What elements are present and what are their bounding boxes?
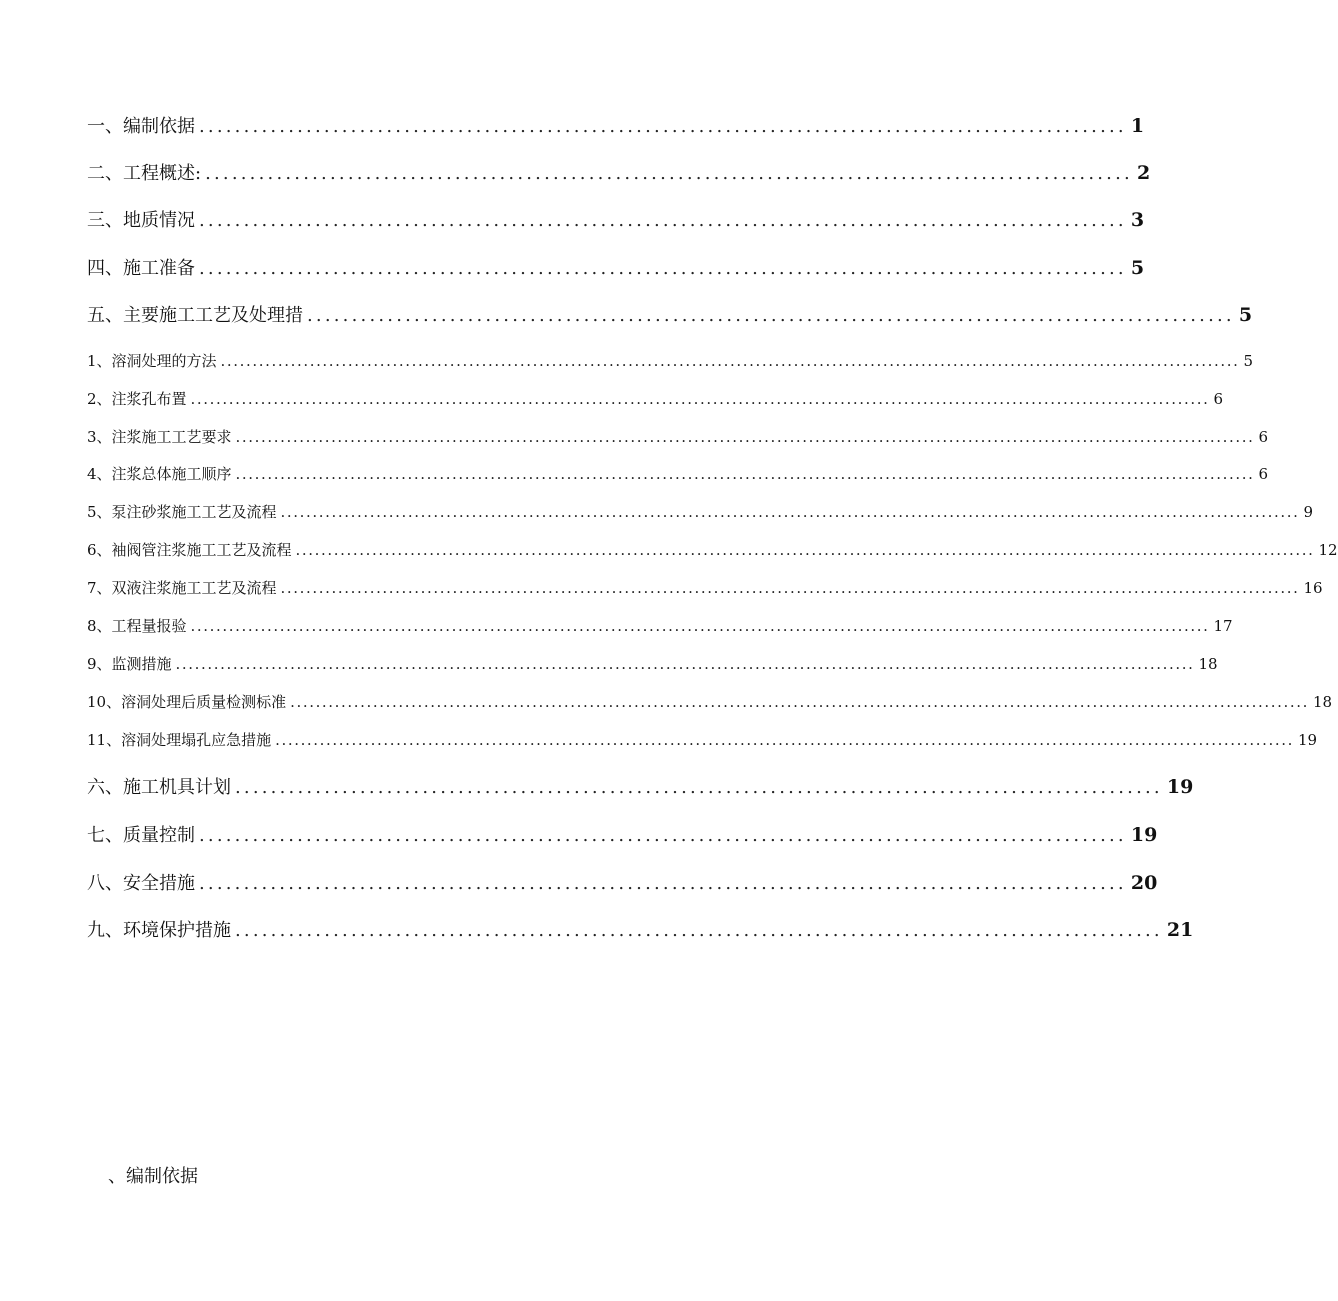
toc-entry[interactable]	[87, 539, 1338, 560]
toc-entry[interactable]	[87, 653, 1218, 674]
toc-leader-dots: ................................................................................................................................................................	[275, 731, 1294, 749]
toc-entry-page: 2	[1136, 162, 1151, 184]
toc-leader-dots: ........................................................................................................	[205, 163, 1133, 184]
toc-entry-page: 19	[1130, 824, 1158, 846]
toc-entry-title: 八、安全措施	[87, 873, 195, 894]
toc-leader-dots: ................................................................................................................................................................	[280, 579, 1300, 597]
toc-entry[interactable]	[87, 301, 1253, 327]
toc-leader-dots: ................................................................................................................................................................	[190, 617, 1210, 635]
toc-entry-title: 2、注浆孔布置	[87, 390, 187, 408]
toc-leader-dots: ................................................................................................................................................................	[235, 428, 1255, 446]
toc-entry-title: 8、工程量报验	[87, 617, 187, 635]
toc-entry-page: 5	[1238, 304, 1253, 326]
toc-entry[interactable]	[87, 916, 1194, 942]
toc-entry[interactable]	[87, 501, 1313, 522]
toc-entry-page: 21	[1166, 919, 1194, 941]
toc-entry-title: 六、施工机具计划	[87, 777, 231, 798]
toc-entry-title: 4、注浆总体施工顺序	[87, 465, 232, 483]
toc-entry-page: 1	[1130, 115, 1145, 137]
toc-entry-title: 四、施工准备	[87, 258, 195, 279]
toc-entry[interactable]	[87, 691, 1333, 712]
toc-entry[interactable]	[87, 112, 1145, 138]
toc-entry[interactable]	[87, 463, 1268, 484]
toc-entry-page: 3	[1130, 209, 1145, 231]
toc-entry-page: 6	[1213, 390, 1223, 408]
toc-entry-page: 19	[1166, 776, 1194, 798]
toc-entry[interactable]	[87, 821, 1158, 847]
toc-entry-page: 6	[1258, 428, 1268, 446]
toc-entry[interactable]	[87, 729, 1318, 750]
toc-entry-title: 5、泵注砂浆施工工艺及流程	[87, 503, 277, 521]
toc-entry-title: 1、溶洞处理的方法	[87, 352, 217, 370]
toc-entry-page: 5	[1243, 352, 1253, 370]
toc-leader-dots: ........................................................................................................	[235, 920, 1163, 941]
toc-leader-dots: ................................................................................................................................................................	[175, 655, 1195, 673]
toc-entry[interactable]	[87, 577, 1323, 598]
toc-entry-title: 五、主要施工工艺及处理措	[87, 305, 303, 326]
toc-leader-dots: ........................................................................................................	[307, 305, 1235, 326]
toc-leader-dots: ........................................................................................................	[199, 825, 1127, 846]
toc-entry[interactable]	[87, 206, 1145, 232]
toc-entry-title: 二、工程概述:	[87, 163, 202, 184]
toc-leader-dots: ................................................................................................................................................................	[280, 503, 1300, 521]
toc-entry-page: 20	[1130, 872, 1158, 894]
toc-entry-title: 11、溶洞处理塌孔应急措施	[87, 731, 272, 749]
toc-entry-title: 10、溶洞处理后质量检测标准	[87, 693, 287, 711]
toc-entry-page: 5	[1130, 257, 1145, 279]
toc-entry-title: 3、注浆施工工艺要求	[87, 428, 232, 446]
toc-entry[interactable]	[87, 388, 1223, 409]
toc-entry[interactable]	[87, 426, 1268, 447]
toc-leader-dots: ................................................................................................................................................................	[220, 352, 1240, 370]
toc-entry-title: 三、地质情况	[87, 210, 195, 231]
toc-entry-page: 18	[1198, 655, 1218, 673]
toc-leader-dots: ........................................................................................................	[199, 116, 1127, 137]
toc-entry-page: 18	[1312, 693, 1333, 711]
toc-entry-title: 七、质量控制	[87, 825, 195, 846]
toc-entry-page: 16	[1303, 579, 1323, 597]
toc-entry-page: 19	[1297, 731, 1318, 749]
toc-entry-title: 6、袖阀管注浆施工工艺及流程	[87, 541, 292, 559]
toc-entry[interactable]	[87, 615, 1233, 636]
toc-entry-title: 一、编制依据	[87, 116, 195, 137]
toc-entry-title: 7、双液注浆施工工艺及流程	[87, 579, 277, 597]
toc-entry-page: 6	[1258, 465, 1268, 483]
toc-entry[interactable]	[87, 254, 1145, 280]
toc-leader-dots: ........................................................................................................	[199, 210, 1127, 231]
toc-leader-dots: ................................................................................................................................................................	[235, 465, 1255, 483]
toc-leader-dots: ........................................................................................................	[235, 777, 1163, 798]
toc-entry[interactable]	[87, 869, 1158, 895]
toc-leader-dots: ................................................................................................................................................................	[295, 541, 1315, 559]
toc-entry-title: 9、监测措施	[87, 655, 172, 673]
toc-entry[interactable]	[87, 159, 1151, 185]
toc-leader-dots: ........................................................................................................	[199, 873, 1127, 894]
toc-entry-title: 九、环境保护措施	[87, 920, 231, 941]
toc-leader-dots: ................................................................................................................................................................	[290, 693, 1309, 711]
toc-entry-page: 9	[1303, 503, 1313, 521]
toc-entry-page: 12	[1318, 541, 1338, 559]
toc-entry[interactable]	[87, 350, 1253, 371]
toc-leader-dots: ........................................................................................................	[199, 258, 1127, 279]
toc-leader-dots: ................................................................................................................................................................	[190, 390, 1210, 408]
toc-entry-page: 17	[1213, 617, 1233, 635]
section-heading: 、编制依据	[108, 1166, 198, 1187]
toc-entry[interactable]	[87, 773, 1194, 799]
